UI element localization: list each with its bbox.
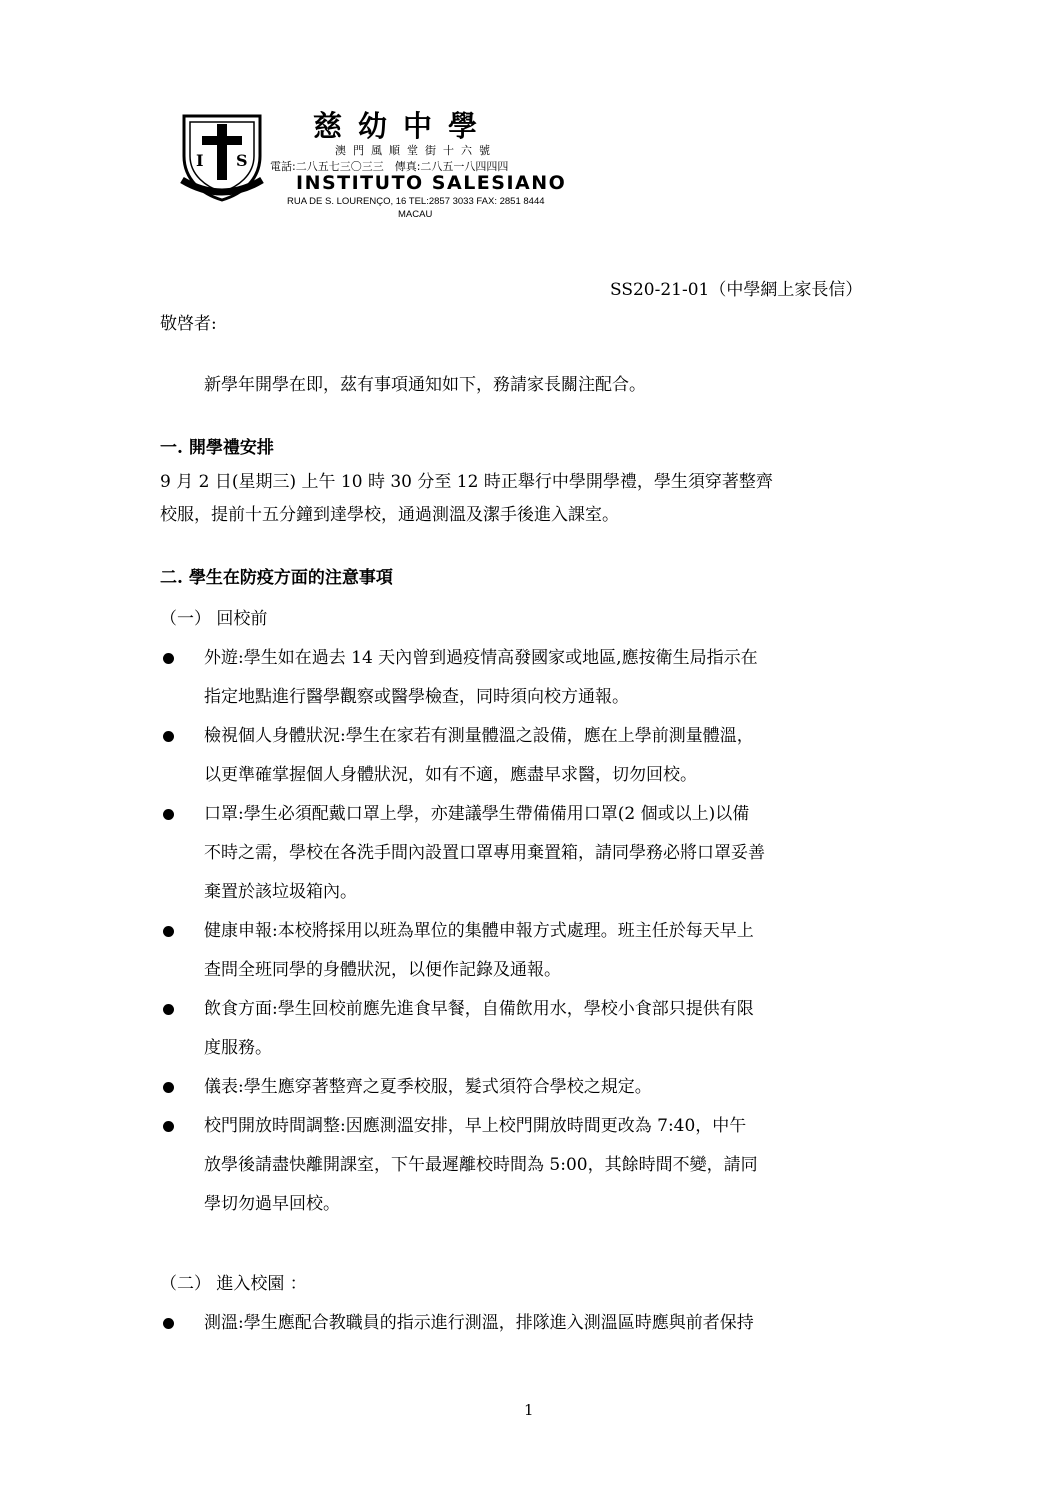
school-name-portuguese: INSTITUTO SALESIANO [296,172,567,194]
bullet-line: 檢視個人身體狀況:學生在家若有測量體溫之設備，應在上學前測量體溫， [204,726,754,746]
bullet-line: 健康申報:本校將採用以班為單位的集體申報方式處理。班主任於每天早上 [204,921,754,941]
bullet-line: 測溫:學生應配合教職員的指示進行測溫，排隊進入測溫區時應與前者保持 [204,1313,754,1333]
bullet-line: 放學後請盡快離開課室，下午最遲離校時間為 5:00，其餘時間不變，請同 [204,1155,758,1175]
bullet-icon [163,1318,174,1329]
bullet-line: 指定地點進行醫學觀察或醫學檢查，同時須向校方通報。 [204,687,629,707]
svg-text:I: I [196,151,204,170]
bullet-icon [163,1082,174,1093]
section-1-line: 9 月 2 日(星期三) 上午 10 時 30 分至 12 時正舉行中學開學禮，學生須穿著整齊 [160,472,773,492]
bullet-icon [163,731,174,742]
school-crest-logo [180,112,264,202]
bullet-line: 校門開放時間調整:因應測溫安排，早上校門開放時間更改為 7:40，中午 [204,1116,747,1136]
letter-reference: SS20-21-01（中學網上家長信） [610,280,863,300]
subsection-before-school: （一） 回校前 [160,609,268,629]
school-city: MACAU [398,209,433,220]
bullet-icon [163,809,174,820]
bullet-line: 查問全班同學的身體狀況，以便作記錄及通報。 [204,960,561,980]
bullet-line: 以更準確掌握個人身體狀況，如有不適，應盡早求醫，切勿回校。 [204,765,697,785]
bullet-icon [163,1004,174,1015]
bullet-line: 不時之需，學校在各洗手間內設置口罩專用棄置箱，請同學務必將口罩妥善 [204,843,765,863]
bullet-line: 儀表:學生應穿著整齊之夏季校服，髮式須符合學校之規定。 [204,1077,652,1097]
bullet-line: 口罩:學生必須配戴口罩上學，亦建議學生帶備備用口罩(2 個或以上)以備 [204,804,750,824]
bullet-line: 外遊:學生如在過去 14 天內曾到過疫情高發國家或地區,應按衛生局指示在 [204,648,758,668]
bullet-line: 學切勿過早回校。 [204,1194,340,1214]
school-phone-fax-chinese: 電話:二八五七三〇三三 傳真:二八五一八四四四 [270,160,509,173]
subsection-entering-campus: （二） 進入校園 ： [160,1274,307,1294]
section-1-title: 一. 開學禮安排 [160,438,274,458]
bullet-icon [163,926,174,937]
school-address-portuguese: RUA DE S. LOURENÇO, 16 TEL:2857 3033 FAX: 2851 8444 [287,196,545,207]
school-address-chinese: 澳門風順堂街十六號 [335,144,497,157]
svg-text:S: S [236,151,248,170]
section-2-title: 二. 學生在防疫方面的注意事項 [160,568,393,588]
bullet-icon [163,1121,174,1132]
letter-intro: 新學年開學在即，茲有事項通知如下，務請家長關注配合。 [204,375,646,395]
school-name-chinese: 慈幼中學 [313,109,494,143]
page-number: 1 [524,1401,534,1419]
bullet-icon [163,653,174,664]
bullet-line: 棄置於該垃圾箱內。 [204,882,357,902]
bullet-line: 度服務。 [204,1038,272,1058]
section-1-line: 校服，提前十五分鐘到達學校，通過測溫及潔手後進入課室。 [160,505,619,525]
letter-salutation: 敬啓者: [160,314,217,334]
bullet-line: 飲食方面:學生回校前應先進食早餐，自備飲用水，學校小食部只提供有限 [204,999,754,1019]
